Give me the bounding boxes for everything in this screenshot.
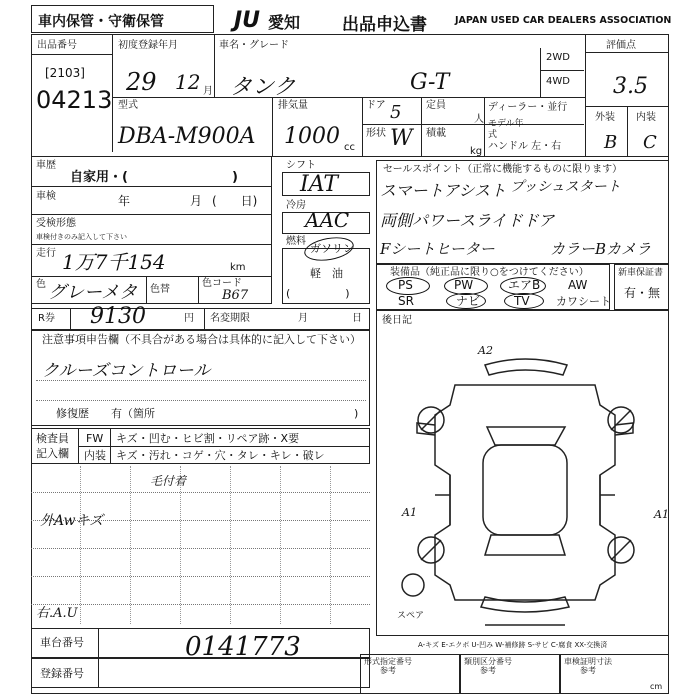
inspector-interior: 内装 bbox=[84, 449, 106, 462]
fuel-diesel: 軽 油 bbox=[310, 267, 343, 280]
exterior-value: B bbox=[604, 132, 618, 153]
interior-value: C bbox=[643, 132, 657, 153]
history-label: 車歴 bbox=[36, 160, 56, 171]
category-spec-sub: 参考 bbox=[480, 666, 496, 675]
equipment-navi: ナビ bbox=[456, 294, 481, 308]
repair-paren: ) bbox=[354, 407, 359, 420]
org-name: 愛知 bbox=[268, 13, 301, 32]
repair-label: 修復歴 有（箇所 bbox=[56, 407, 155, 420]
grid-line bbox=[31, 604, 370, 605]
color-value: グレーメタ bbox=[48, 282, 138, 303]
body-outline bbox=[435, 385, 615, 600]
chassis-label: 車台番号 bbox=[40, 636, 84, 649]
rear-info-label: 後日記 bbox=[382, 315, 412, 326]
equipment-circle bbox=[504, 293, 544, 309]
inspector-note: 毛付着 bbox=[150, 474, 187, 488]
inspection-year: 年 bbox=[118, 194, 131, 208]
equipment-aw: AW bbox=[568, 278, 588, 292]
divider bbox=[31, 276, 272, 277]
plate-label: 登録番号 bbox=[40, 667, 84, 680]
dealer-label: ディーラー・並行 bbox=[488, 102, 568, 113]
inspection-month: 月 bbox=[190, 194, 203, 208]
lot-label: 出品番号 bbox=[37, 40, 77, 51]
front-bumper bbox=[485, 359, 567, 375]
acceptance-note: 車検付きのみ記入して下さい bbox=[36, 233, 127, 241]
english-name: JAPAN USED CAR DEALERS ASSOCIATION bbox=[455, 15, 672, 26]
inspector-fw-text: キズ・凹む・ヒビ割・リペア跡・X要 bbox=[116, 432, 300, 445]
doors-label: ドア bbox=[366, 100, 386, 111]
grid-line bbox=[230, 466, 231, 624]
divider bbox=[78, 446, 370, 447]
mileage-value: 1万7千154 bbox=[62, 250, 166, 274]
mileage-label: 走行 bbox=[36, 248, 56, 259]
equipment-ps: PS bbox=[398, 278, 413, 292]
equipment-airbag: エアB bbox=[508, 278, 541, 292]
inspection-label: 車検 bbox=[36, 191, 56, 202]
registration-month: 12 bbox=[175, 70, 201, 94]
notes-text: クルーズコントロール bbox=[42, 361, 211, 381]
car-diagram bbox=[395, 345, 665, 630]
warranty-label: 新車保証書 bbox=[618, 268, 664, 278]
windshield bbox=[487, 427, 565, 445]
grid-line bbox=[31, 548, 370, 549]
divider bbox=[110, 428, 111, 464]
divider bbox=[362, 124, 584, 125]
divider bbox=[540, 48, 541, 97]
recycle-row bbox=[31, 308, 370, 330]
model-year-label: モデル年式 bbox=[488, 119, 524, 140]
name-change-month: 月 bbox=[298, 313, 308, 324]
divider bbox=[627, 106, 628, 156]
note-line bbox=[36, 400, 366, 401]
registration-year: 29 bbox=[126, 68, 157, 96]
inspector-note: 外Awキズ bbox=[40, 513, 104, 529]
notes-label: 注意事項申告欄（不具合がある場合は具体的に記入して下さい） bbox=[42, 333, 361, 346]
shift-label: シフト bbox=[286, 160, 316, 171]
vehicle-cert-label: 車検証明寸法 bbox=[564, 657, 612, 666]
equipment-tv: TV bbox=[514, 294, 530, 308]
grid-line bbox=[31, 492, 370, 493]
color-code-label: 色コード bbox=[202, 278, 242, 289]
color-code: B67 bbox=[222, 288, 249, 303]
selling-point: カラーBカメラ bbox=[550, 240, 652, 258]
damage-mark: A1 bbox=[402, 506, 417, 519]
equipment-sr: SR bbox=[398, 294, 414, 308]
divider bbox=[198, 276, 199, 304]
note-line bbox=[36, 380, 366, 381]
month-unit: 月 bbox=[203, 86, 213, 97]
recycle-value: 9130 bbox=[90, 304, 146, 329]
ju-logo: JU bbox=[234, 8, 261, 33]
name-change-label: 名変期限 bbox=[210, 313, 250, 324]
cooling-value: AAC bbox=[305, 208, 350, 232]
doors-value: 5 bbox=[390, 102, 402, 123]
divider bbox=[31, 186, 272, 187]
registration-label: 初度登録年月 bbox=[118, 40, 178, 51]
equipment-label: 装備品（純正品に限り○をつけてください） bbox=[390, 267, 589, 278]
equipment-circle bbox=[386, 277, 430, 295]
shape-label: 形状 bbox=[366, 128, 386, 139]
divider bbox=[214, 34, 215, 97]
exterior-label: 外装 bbox=[595, 112, 615, 123]
damage-mark: A1 bbox=[654, 508, 669, 521]
chassis-value: 0141773 bbox=[185, 632, 301, 662]
inspection-day: ( 日) bbox=[212, 194, 258, 208]
cooling-label: 冷房 bbox=[286, 200, 306, 211]
inspector-label: 検査員 bbox=[36, 432, 69, 445]
divider bbox=[70, 308, 71, 330]
divider bbox=[31, 214, 272, 215]
car-name: タンク bbox=[230, 75, 296, 100]
divider bbox=[204, 308, 205, 330]
grid-line bbox=[80, 466, 81, 624]
acceptance-label: 受検形態 bbox=[36, 218, 76, 229]
lot-number: 04213 bbox=[36, 86, 113, 114]
recycle-unit: 円 bbox=[184, 313, 194, 324]
inspector-fw: FW bbox=[86, 432, 104, 445]
interior-label: 内装 bbox=[636, 112, 656, 123]
recycle-label: R券 bbox=[38, 313, 55, 324]
color-label: 色 bbox=[36, 279, 46, 290]
selling-point: 両側パワースライドドア bbox=[380, 211, 555, 230]
rating-label: 評価点 bbox=[606, 40, 636, 51]
displacement-unit: cc bbox=[344, 142, 355, 153]
inspector-label-2: 記入欄 bbox=[36, 447, 69, 460]
divider bbox=[585, 52, 669, 53]
displacement-value: 1000 bbox=[284, 124, 340, 149]
grid-line bbox=[31, 576, 370, 577]
form-spec-sub: 参考 bbox=[380, 666, 396, 675]
history-value: 自家用・( ) bbox=[70, 170, 238, 185]
storage-label: 車内保管・守衛保管 bbox=[38, 14, 164, 30]
selling-point: プッシュスタート bbox=[510, 179, 621, 195]
vehicle-cert-sub: 参考 bbox=[580, 666, 596, 675]
inspector-interior-text: キズ・汚れ・コゲ・穴・タレ・キレ・破レ bbox=[116, 449, 325, 462]
displacement-label: 排気量 bbox=[278, 100, 308, 111]
load-label: 積載 bbox=[426, 128, 446, 139]
capacity-label: 定員 bbox=[426, 100, 446, 111]
load-unit: kg bbox=[470, 146, 483, 157]
divider bbox=[421, 97, 422, 156]
grid-line bbox=[280, 466, 281, 624]
shift-value: IAT bbox=[300, 172, 339, 197]
grid-line bbox=[180, 466, 181, 624]
grid-line bbox=[130, 466, 131, 624]
drive-4wd: 4WD bbox=[546, 76, 570, 87]
fuel-gas: ガソリン bbox=[310, 242, 354, 255]
spare-label: スペア bbox=[397, 611, 425, 621]
selling-points-label: セールスポイント（正常に機能するものに限ります） bbox=[383, 164, 623, 175]
grid-line bbox=[330, 466, 331, 624]
capacity-unit: 人 bbox=[474, 114, 484, 125]
mileage-unit: km bbox=[230, 262, 246, 273]
model-value: DBA-M900A bbox=[118, 124, 256, 149]
grid-line bbox=[31, 520, 370, 521]
divider bbox=[362, 97, 363, 156]
damage-mark: A2 bbox=[478, 344, 493, 357]
model-label: 型式 bbox=[118, 100, 138, 111]
spare-wheel bbox=[402, 574, 424, 596]
handle-label: ハンドル 左・右 bbox=[488, 141, 562, 152]
divider bbox=[272, 97, 273, 156]
category-spec-label: 類別区分番号 bbox=[464, 657, 512, 666]
car-grade: G-T bbox=[410, 70, 450, 95]
color-change-label: 色替 bbox=[150, 284, 170, 295]
rating-value: 3.5 bbox=[613, 74, 648, 99]
damage-legend: A-キズ E-エクボ U-凹み W-補修跡 S-サビ C-腐食 XX-交換済 bbox=[418, 641, 608, 649]
warranty-value: 有・無 bbox=[624, 286, 661, 300]
divider bbox=[540, 70, 584, 71]
divider bbox=[31, 54, 112, 55]
selling-point: Fシートヒーター bbox=[380, 240, 495, 258]
name-change-day: 日 bbox=[352, 313, 362, 324]
fuel-label: 燃料 bbox=[286, 236, 306, 247]
drive-2wd: 2WD bbox=[546, 52, 570, 63]
rear-window bbox=[485, 535, 565, 555]
fuel-other: ( ) bbox=[286, 287, 350, 300]
form-title: 出品申込書 bbox=[342, 15, 427, 35]
selling-point: スマートアシスト bbox=[380, 181, 507, 200]
equipment-seat: カワシート bbox=[556, 295, 611, 308]
form-spec-label: 形式指定番号 bbox=[364, 657, 412, 666]
divider bbox=[484, 97, 485, 156]
divider bbox=[146, 276, 147, 304]
roof bbox=[483, 445, 567, 535]
shape-value: W bbox=[390, 126, 413, 151]
car-label: 車名・グレード bbox=[219, 40, 289, 51]
vehicle-cert-unit: cm bbox=[650, 682, 663, 691]
equipment-circle bbox=[446, 293, 486, 309]
divider bbox=[112, 97, 585, 98]
equipment-pw: PW bbox=[454, 278, 474, 292]
lot-code: [2103] bbox=[45, 66, 85, 80]
divider bbox=[31, 244, 272, 245]
inspector-note: 右.A.U bbox=[36, 606, 78, 621]
